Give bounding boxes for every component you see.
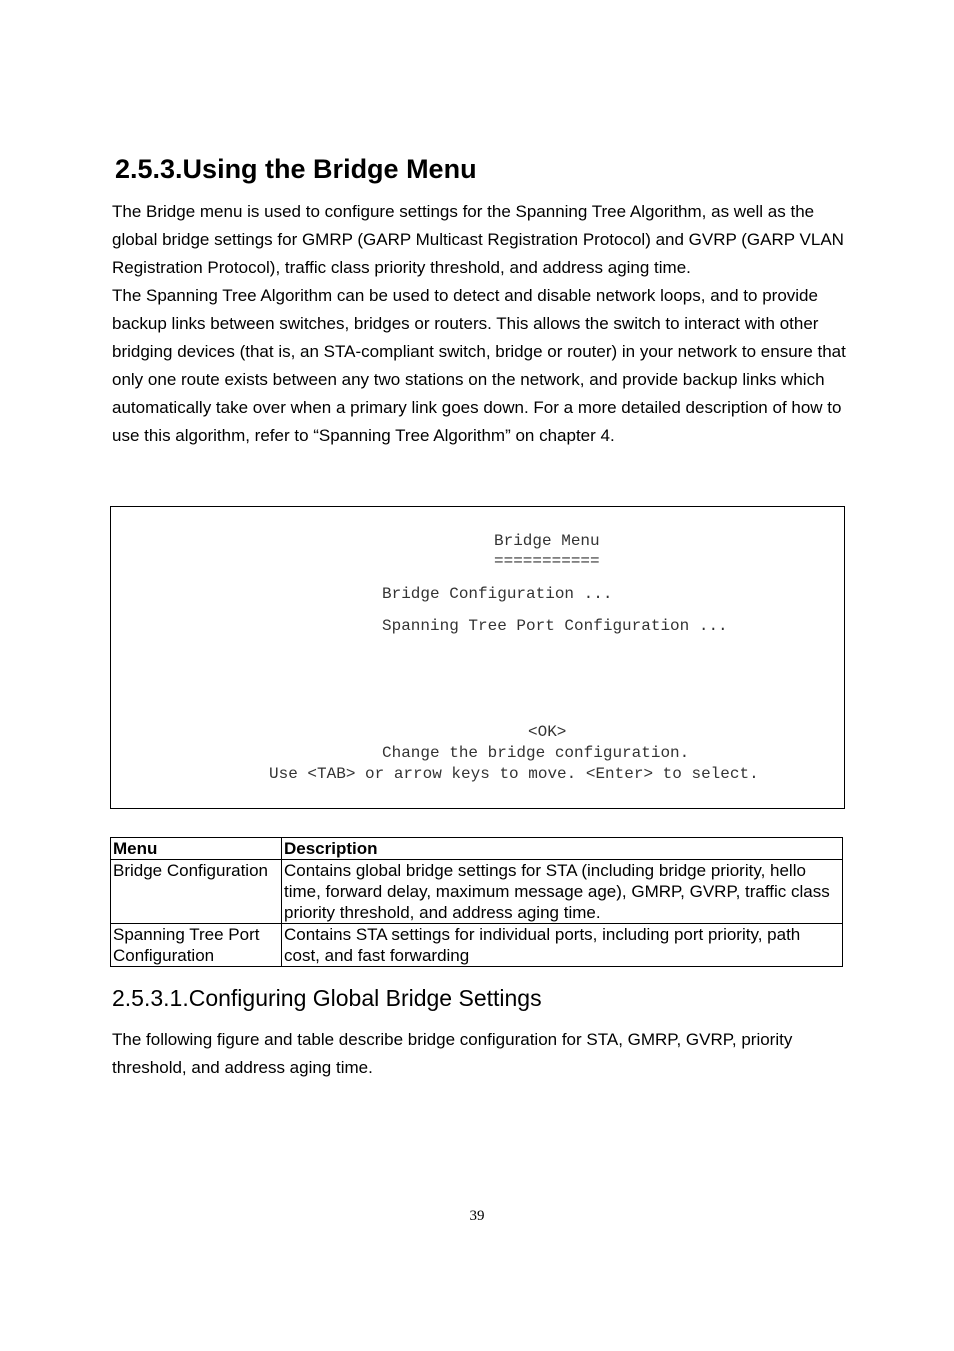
subsection-heading: 2.5.3.1.Configuring Global Bridge Settings	[112, 985, 542, 1011]
page-number: 39	[469, 1208, 485, 1224]
body-text	[112, 198, 848, 450]
console-status-text: Change the bridge configuration.	[382, 744, 690, 762]
subsection-intro: The following figure and table describe bridge configuration for STA, GMRP, GVRP, priority threshold, and address aging time.	[112, 1030, 793, 1077]
table-row	[111, 860, 843, 924]
table-cell-menu: Bridge Configuration	[111, 860, 282, 924]
paragraph-bridge-menu: The Bridge menu is used to configure settings for the Spanning Tree Algorithm, as well as the global bridge settings for GMRP (GARP Multicast Registration Protocol) and GVRP (GARP VLAN Registration Protocol), traffic class priority threshold, and address aging time.	[112, 202, 844, 277]
section-heading: 2.5.3.Using the Bridge Menu	[115, 154, 477, 184]
ok-button[interactable]: <OK>	[528, 723, 567, 741]
menu-description-table	[110, 837, 843, 967]
table-cell-description: Contains global bridge settings for STA (including bridge priority, hello time, forward delay, maximum message age), GMRP, GVRP, traffic class priority threshold, and address aging time.	[282, 860, 843, 924]
console-help-text: Use <TAB> or arrow keys to move. <Enter> to select.	[269, 765, 759, 783]
console-title: Bridge Menu	[494, 532, 600, 550]
column-header-menu: Menu	[111, 838, 282, 860]
table-header-row	[111, 838, 843, 860]
menu-item-bridge-configuration[interactable]: Bridge Configuration ...	[382, 585, 613, 603]
table-cell-menu: Spanning Tree Port Configuration	[111, 924, 282, 967]
column-header-description: Description	[282, 838, 843, 860]
bridge-menu-console	[110, 506, 845, 809]
console-title-underline: ===========	[494, 552, 600, 570]
paragraph-spanning-tree: The Spanning Tree Algorithm can be used to detect and disable network loops, and to provide backup links between switches, bridges or routers. This allows the switch to interact with other bridging devices (that is, an STA-compliant switch, bridge or router) in your network to ensure that only one route exists between any two stations on the network, and provide backup links which automatically take over when a primary link goes down. For a more detailed description of how to use this algorithm, refer to “Spanning Tree Algorithm” on chapter 4.	[112, 286, 846, 445]
table-cell-description: Contains STA settings for individual ports, including port priority, path cost, and fast forwarding	[282, 924, 843, 967]
table-row	[111, 924, 843, 967]
menu-item-spanning-tree-port-configuration[interactable]: Spanning Tree Port Configuration ...	[382, 617, 728, 635]
